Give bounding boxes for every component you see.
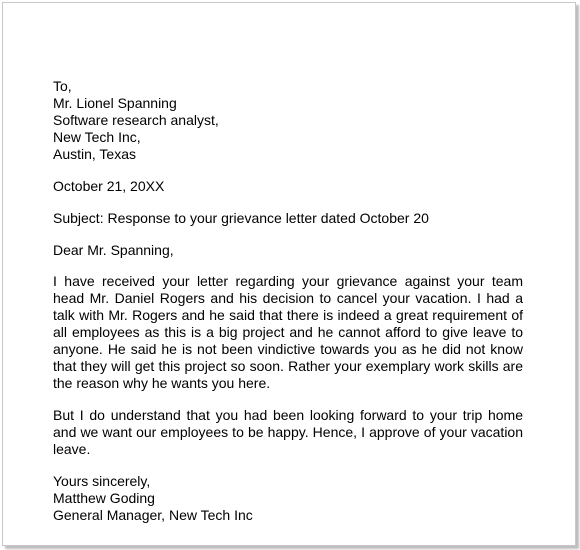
body-paragraph-2: But I do understand that you had been looking forward to your trip home and we want our employees to be happy. Hence, I approve of your vacation leave. bbox=[53, 407, 523, 457]
letter-subject: Subject: Response to your grievance letter dated October 20 bbox=[53, 210, 429, 226]
closing-block bbox=[53, 473, 523, 524]
recipient-block bbox=[53, 78, 523, 163]
spacer bbox=[53, 195, 523, 210]
letter-body bbox=[53, 78, 523, 524]
spacer bbox=[53, 458, 523, 473]
signer-title: General Manager, New Tech Inc bbox=[53, 507, 253, 523]
closing-valediction: Yours sincerely, bbox=[53, 473, 151, 489]
spacer bbox=[53, 259, 523, 273]
recipient-company: New Tech Inc, bbox=[53, 129, 141, 145]
recipient-to: To, bbox=[53, 78, 72, 94]
spacer bbox=[53, 392, 523, 407]
letter-date: October 21, 20XX bbox=[53, 178, 165, 194]
signer-name: Matthew Goding bbox=[53, 490, 155, 506]
recipient-title: Software research analyst, bbox=[53, 112, 219, 128]
letter-greeting: Dear Mr. Spanning, bbox=[53, 242, 174, 258]
spacer bbox=[53, 227, 523, 242]
recipient-location: Austin, Texas bbox=[53, 146, 137, 162]
recipient-name: Mr. Lionel Spanning bbox=[53, 95, 177, 111]
spacer bbox=[53, 163, 523, 178]
body-paragraph-1: I have received your letter regarding your grievance against your team head Mr. Daniel Rogers and his decision to cancel your vacation. I had a talk with Mr. Rogers and he said that there is indeed a great requirement of all employees as this is a big project and he cannot afford to give leave to anyone. He said he is not been vindictive towards you as he did not know that they will get this project so soon. Rather your exemplary work skills are the reason why he wants you here. bbox=[53, 273, 523, 391]
